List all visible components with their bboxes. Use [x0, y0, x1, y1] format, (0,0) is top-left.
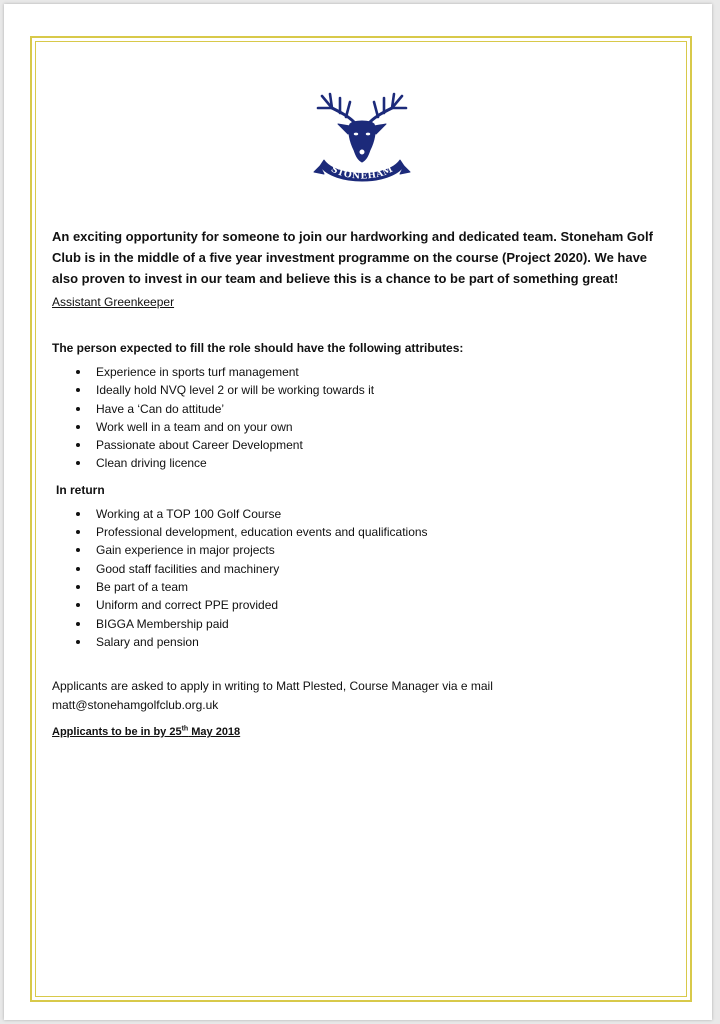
logo-text: STONEHAM: [329, 164, 395, 182]
list-item: Working at a TOP 100 Golf Course: [52, 505, 682, 523]
attributes-heading: The person expected to fill the role should have the following attributes:: [52, 341, 464, 355]
bullet-icon: [76, 603, 80, 607]
list-item: Experience in sports turf management: [52, 363, 682, 381]
apply-email[interactable]: matt@stonehamgolfclub.org.uk: [52, 698, 219, 713]
list-item: Good staff facilities and machinery: [52, 560, 682, 578]
bullet-icon: [76, 585, 80, 589]
bullet-icon: [76, 622, 80, 626]
application-deadline: Applicants to be in by 25th May 2018: [52, 725, 241, 739]
bullet-icon: [76, 461, 80, 465]
application-instructions: [52, 677, 682, 715]
list-item: Have a ‘Can do attitude’: [52, 400, 682, 418]
intro-paragraph: An exciting opportunity for someone to join our hardworking and dedicated team. Stoneham Golf Club is in the middle of a five year investment programme on the course (Project 2020). We have also proven to invest in our team and believe this is a chance to be part of something great!: [52, 229, 653, 286]
stag-logo: [310, 86, 414, 192]
list-item: BIGGA Membership paid: [52, 615, 682, 633]
bullet-icon: [76, 370, 80, 374]
bullet-icon: [76, 407, 80, 411]
list-item: Be part of a team: [52, 578, 682, 596]
bullet-icon: [76, 567, 80, 571]
bullet-icon: [76, 548, 80, 552]
advert-body: [52, 226, 682, 741]
svg-text:STONEHAM: [329, 165, 395, 182]
bullet-icon: [76, 443, 80, 447]
bullet-icon: [76, 640, 80, 644]
bullet-icon: [76, 388, 80, 392]
list-item: Ideally hold NVQ level 2 or will be working towards it: [52, 381, 682, 399]
list-item: Passionate about Career Development: [52, 436, 682, 454]
return-heading: In return: [56, 482, 105, 497]
attributes-list: [52, 363, 682, 473]
document-page: [4, 4, 712, 1020]
apply-text: Applicants are asked to apply in writing to Matt Plested, Course Manager via e mail: [52, 679, 493, 694]
list-item: Salary and pension: [52, 633, 682, 651]
bullet-icon: [76, 530, 80, 534]
list-item: Gain experience in major projects: [52, 541, 682, 559]
role-title: Assistant Greenkeeper: [52, 295, 175, 309]
benefits-list: [52, 505, 682, 651]
list-item: Uniform and correct PPE provided: [52, 596, 682, 614]
bullet-icon: [76, 512, 80, 516]
list-item: Professional development, education events and qualifications: [52, 523, 682, 541]
list-item: Clean driving licence: [52, 454, 682, 472]
list-item: Work well in a team and on your own: [52, 418, 682, 436]
bullet-icon: [76, 425, 80, 429]
